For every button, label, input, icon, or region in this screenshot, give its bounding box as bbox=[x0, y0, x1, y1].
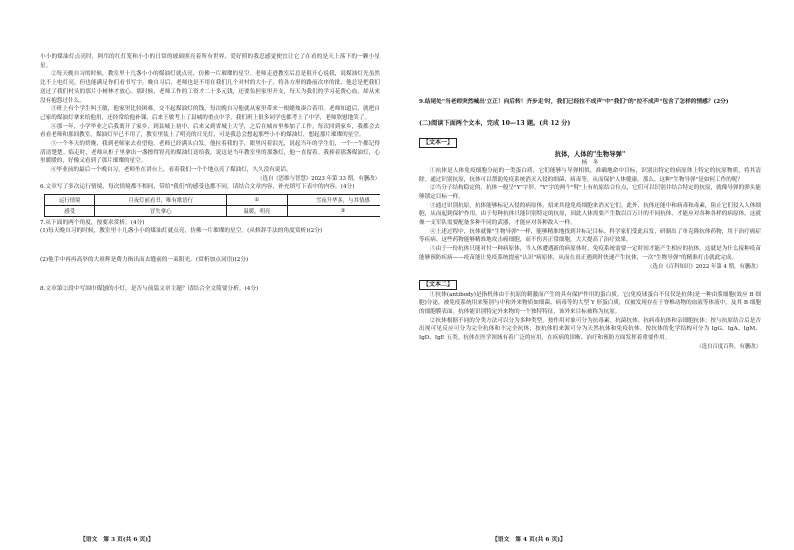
plot-table bbox=[44, 194, 380, 217]
question-7: 7.从下面的两个角度，按要求赏析。(4分) bbox=[40, 219, 145, 226]
answer-space bbox=[40, 265, 380, 285]
question-7a: (1)每天晚自习的时候，教室里十几盏小小的煤油灯就点亮，仿佛一片璀璨的星空。(从修辞手法的角度赏析)(2分) bbox=[40, 228, 323, 235]
right-column bbox=[419, 98, 761, 508]
paragraph: ①抗体是人体免疫细胞分泌的一类蛋白质，它们能够与导弹相似，准确地命中目标，识别出特定的病原体上特定的抗原物质，将其清除。通过识别抗原，抗体可以帮助免疫系统消灭入侵的细菌、病毒等，从而保护人体健康。那么，这种"生物导弹"是如何工作的呢？ bbox=[419, 167, 761, 183]
paragraph: ④那一年，小学毕业之后我离开了家乡，到县城上初中，后来又到省城上大学，之后在城市里参加了工作。每次回到家乡，我都会去看看老师和那间教室。煤油灯早已不用了，教室里装上了明亮的日光灯，可是我总会想起那些小小的煤油灯，想起那片璀璨的星空。 bbox=[40, 123, 380, 139]
table-cell: 月夜灯前看书，唯有歌语行 bbox=[95, 194, 227, 205]
paragraph: ②当分子结构稳定的，抗体一般呈"Y"字形。"Y"字的两个"臂"上有抗原结合位点，它们可以识别并结合特定的抗原，就像导弹的弹头能够锁定目标一样。 bbox=[419, 185, 761, 200]
table-cell: 运行情境 bbox=[45, 194, 95, 205]
paragraph: ⑤一个冬天的傍晚，我到老师家去看望他，老师已经满头白发，他拉着我的手，眼里闪着泪光，说起当年的学生们，一个一个都记得清清楚楚。临走时，老师从柜子里拿出一盏擦得锃亮的煤油灯送给我，说这是当年教室里的那盏灯，他一直留着。我捧着那盏煤油灯，心里暖暖的，好像又看到了那片璀璨的星空。 bbox=[40, 141, 380, 165]
table-cell: ③ bbox=[287, 205, 380, 216]
source-note: （选自百度百科，有删改） bbox=[696, 343, 761, 350]
source-note: （选自《思维与智慧》2023 年第 33 期，有删改） bbox=[257, 175, 380, 182]
right-page bbox=[397, 0, 794, 550]
article-title: 抗体，人体的"生物导弹" bbox=[554, 149, 626, 158]
answer-space bbox=[40, 236, 380, 256]
source-note: （选自《百科知识》2022 年第 4 期，有删改） bbox=[647, 263, 761, 270]
section-heading: (二)阅读下面两个文本，完成 10—13 题。(共 12 分) bbox=[419, 119, 571, 127]
question-6: 6.文章写了多次运行情境，每次情境都不相同，带给"我们"的感受也都不同，请结合文章内容，补充填写下表中的内容。(4分) bbox=[40, 183, 355, 190]
paragraph: ④上述过程中，抗体就像"生物导弹"一样，能够精准地找到并标记目标。科学家们受此启发，研制出了单克隆抗体药物，用于治疗癌症等疾病。这些药物能够精准地攻击癌细胞，而不伤害正常细胞，大大提高了治疗效果。 bbox=[419, 228, 761, 244]
left-column bbox=[40, 53, 380, 508]
paragraph: 小小的煤油灯点亮时，阿邝的红灯笼和小小的日常的玻璃照亮着所有世界，爱好照的我忍感觉便宜让它了在看的是天上落下的一颗小星星。 bbox=[40, 54, 380, 69]
paragraph: ⑤由于一份抗体只能对付一种病原体，当人体遭遇新的病原体时，免疫系统需要一定时间才能产生相应的抗体。这就是为什么接种疫苗能够预防疾病——疫苗能让免疫系统提前"认识"病原体，从而在真正遇到时快速产生抗体，一次"生物导弹"的精准打击就此完成。 bbox=[419, 246, 761, 261]
paragraph: ①抗体(antibody)是指机体由于抗原的刺激而产生的具有保护作用的蛋白质。它(免疫球蛋白不仅仅是抗体)是一种由浆细胞(效应 B 细胞)分泌，被免疫系统用来鉴别与中和外来物质如细菌、病毒等的大型 Y 形蛋白质，仅被发现存在于脊椎动物的血液等体液中，及其 B 细胞的细胞膜表面。抗体能识别特定外来物的一个独特特征，该外来目标被称为抗原。 bbox=[419, 291, 761, 315]
paragraph: ③班上有个学生叫王敏，他家里比较困难，交不起煤油灯的钱，每次晚自习他就从家里带来一根蜡烛凑合着用。老师知道后，就把自己家的煤油灯拿来给他用，还经常给他补课。后来王敏考上了县城的重点中学，我们班上很多同学也都考上了中学，老师欣慰地笑了。 bbox=[40, 106, 380, 121]
text1-label: 【文本一】 bbox=[419, 138, 457, 148]
paragraph: ③通过识别抗原，抗体能够标记入侵的病原体，招来其他免疫细胞来消灭它们。此外，抗体还能中和病毒和毒素，阻止它们侵入人体细胞，从而起到保护作用。由于每种抗体只能识别特定的抗原，因此人体需要产生数以百万计的不同抗体，才能应对各种各样的病原体。这就像一支军队需要配备多种不同的武器，才能应对各种敌人一样。 bbox=[419, 202, 761, 227]
table-cell: 冒失拿心 bbox=[95, 205, 227, 216]
table-cell: 感受 bbox=[45, 205, 95, 216]
article-author: 杨 冬 bbox=[581, 159, 599, 166]
table-cell: 雪夜升华多，与其情感 bbox=[287, 194, 380, 205]
paragraph: ⑥毕业前的最后一个晚自习，老师坐在讲台上，看着我们一个个地点亮了煤油灯，久久没有说话。 bbox=[51, 167, 292, 174]
paragraph: ②抗体根据不同的分类方法可以分为多种类型。按作用对象可分为抗毒素、抗菌抗体、抗病毒抗体和亲细胞抗体；按与抗原结合后是否出现可见反应可分为完全抗体和不完全抗体；按抗体的来源可分为天然抗体和免疫抗体。按抗体的化学结构可分为 IgG、IgA、IgM、IgD、IgE 五类。抗体在医学领域有着广泛的应用，在疾病的诊断、治疗和预防方面发挥着重要作用。 bbox=[419, 317, 761, 342]
paragraph: ②每天晚自习的时候，教室里十几盏小小的煤油灯就点亮，仿佛一片璀璨的星空。老师走进教室后总是很开心说我，说煤油灯光虽然比不上电灯亮，但也能满足你们看书写字。晚自习后，老师也是不用在我们几个对村的大小子，将各方形的路前次序的批、他总是把我们送过了我们村头的那片小树林才放心。那时候，老师工作的工资才二十多元钱，还要负担家里开支，每天为我们的学习花费心血，却从来没有抱怨过什么。 bbox=[40, 71, 380, 104]
page-footer: 【语文 第 3 页(共 6 页)】 bbox=[80, 537, 154, 543]
table-cell: 温暖，明亮 bbox=[227, 205, 287, 216]
answer-space bbox=[419, 107, 761, 117]
table-cell: ① bbox=[227, 194, 287, 205]
text2-label: 【文本二】 bbox=[419, 280, 457, 290]
question-8: 8.文章第②段中写围巾煤刨的小灯，是否与前篇文章主题？请结合全文简要分析。(4分) bbox=[40, 286, 259, 293]
question-7b: (2)他手中再再高举的大祖辉是费力指出而去缝前的一束阳光。(赏析加点词语)(2分) bbox=[40, 257, 249, 264]
page-footer: 【语文 第 4 页(共 6 页)】 bbox=[492, 537, 566, 543]
question-9: 9.结尾处"当老师突然喊出'立正！向后转！齐步走'时，我们已经拉不成声"中"我们"的"拉不成声"包含了怎样的情感？(2分) bbox=[419, 99, 729, 105]
